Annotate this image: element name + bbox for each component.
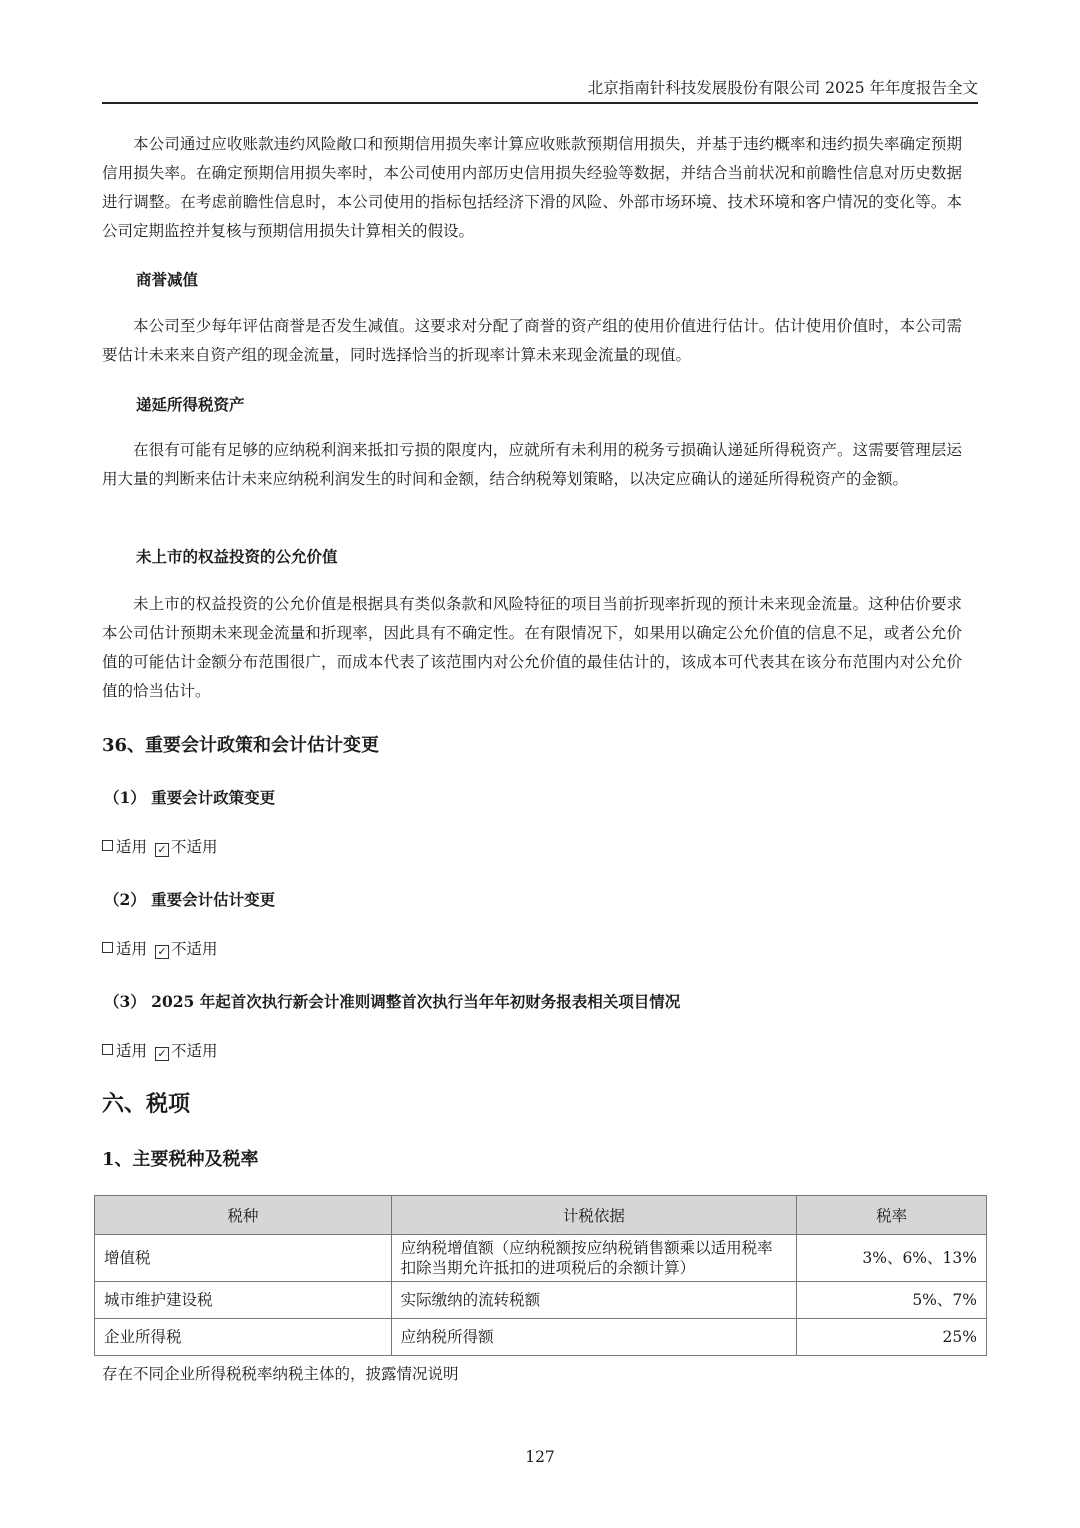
- table-row: [95, 1235, 987, 1282]
- heading-36-3: （3） 2025 年起首次执行新会计准则调整首次执行当年年初财务报表相关项目情况: [104, 992, 681, 1011]
- heading-36-2: （2） 重要会计估计变更: [104, 890, 276, 909]
- label-not-applicable: 不适用: [171, 1042, 218, 1060]
- label-applicable: 适用: [116, 940, 148, 958]
- header-rule: [102, 102, 978, 104]
- checkbox-unchecked-icon: [102, 840, 113, 851]
- heading-fair-value: 未上市的权益投资的公允价值: [136, 547, 338, 566]
- paragraph-fair-value: 未上市的权益投资的公允价值是根据具有类似条款和风险特征的项目当前折现率折现的预计未来现金流量。这种估价要求本公司估计预期未来现金流量和折现率，因此具有不确定性。在有限情况下，如果用以确定公允价值的信息不足，或者公允价值的可能估计金额分布范围很广，而成本代表了该范围内对公允价值的最佳估计的，该成本可代表其在该分布范围内对公允价值的恰当估计。: [102, 595, 962, 700]
- applicability-options-1: [102, 835, 218, 857]
- checkbox-checked-icon: ✓: [155, 945, 169, 959]
- checkbox-unchecked-icon: [102, 1044, 113, 1055]
- applicability-options-2: [102, 937, 218, 959]
- heading-goodwill: 商誉减值: [136, 270, 199, 289]
- heading-section-36: 36、重要会计政策和会计估计变更: [102, 735, 380, 756]
- label-not-applicable: 不适用: [171, 940, 218, 958]
- applicability-options-3: [102, 1039, 218, 1061]
- checkbox-checked-icon: ✓: [155, 843, 169, 857]
- heading-main-taxes: 1、主要税种及税率: [102, 1149, 259, 1170]
- column-header-tax-basis: 计税依据: [391, 1196, 797, 1235]
- cell-tax-type: 企业所得税: [95, 1319, 392, 1356]
- cell-tax-type: 城市维护建设税: [95, 1282, 392, 1319]
- label-not-applicable: 不适用: [171, 838, 218, 856]
- table-header-row: [95, 1196, 987, 1235]
- label-applicable: 适用: [116, 838, 148, 856]
- column-header-tax-type: 税种: [95, 1196, 392, 1235]
- heading-36-1: （1） 重要会计政策变更: [104, 788, 276, 807]
- page-number: 127: [525, 1448, 555, 1466]
- table-row: [95, 1282, 987, 1319]
- cell-tax-basis: 实际缴纳的流转税额: [391, 1282, 797, 1319]
- label-applicable: 适用: [116, 1042, 148, 1060]
- cell-tax-basis: 应纳税增值额（应纳税额按应纳税销售额乘以适用税率扣除当期允许抵扣的进项税后的余额计算）: [391, 1235, 797, 1282]
- cell-tax-rate: 25%: [797, 1319, 987, 1356]
- paragraph-credit-loss: 本公司通过应收账款违约风险敞口和预期信用损失率计算应收账款预期信用损失，并基于违约概率和违约损失率确定预期信用损失率。在确定预期信用损失率时，本公司使用内部历史信用损失经验等数据，并结合当前状况和前瞻性信息对历史数据进行调整。在考虑前瞻性信息时，本公司使用的指标包括经济下滑的风险、外部市场环境、技术环境和客户情况的变化等。本公司定期监控并复核与预期信用损失计算相关的假设。: [102, 135, 962, 240]
- heading-taxes: 六、税项: [102, 1091, 191, 1117]
- cell-tax-rate: 5%、7%: [797, 1282, 987, 1319]
- tax-rate-table: [94, 1195, 987, 1356]
- paragraph-goodwill: 本公司至少每年评估商誉是否发生减值。这要求对分配了商誉的资产组的使用价值进行估计。估计使用价值时，本公司需要估计未来来自资产组的现金流量，同时选择恰当的折现率计算未来现金流量的现值。: [102, 317, 962, 364]
- cell-tax-rate: 3%、6%、13%: [797, 1235, 987, 1282]
- page-header: 北京指南针科技发展股份有限公司 2025 年年度报告全文: [587, 79, 978, 97]
- cell-tax-basis: 应纳税所得额: [391, 1319, 797, 1356]
- checkbox-checked-icon: ✓: [155, 1047, 169, 1061]
- cell-tax-type: 增值税: [95, 1235, 392, 1282]
- table-row: [95, 1319, 987, 1356]
- footnote-disclosure: 存在不同企业所得税税率纳税主体的，披露情况说明: [102, 1365, 459, 1383]
- checkbox-unchecked-icon: [102, 942, 113, 953]
- paragraph-deferred-tax: 在很有可能有足够的应纳税利润来抵扣亏损的限度内，应就所有未利用的税务亏损确认递延所得税资产。这需要管理层运用大量的判断来估计未来应纳税利润发生的时间和金额，结合纳税筹划策略，以决定应确认的递延所得税资产的金额。: [102, 441, 962, 488]
- heading-deferred-tax: 递延所得税资产: [136, 395, 245, 414]
- column-header-tax-rate: 税率: [797, 1196, 987, 1235]
